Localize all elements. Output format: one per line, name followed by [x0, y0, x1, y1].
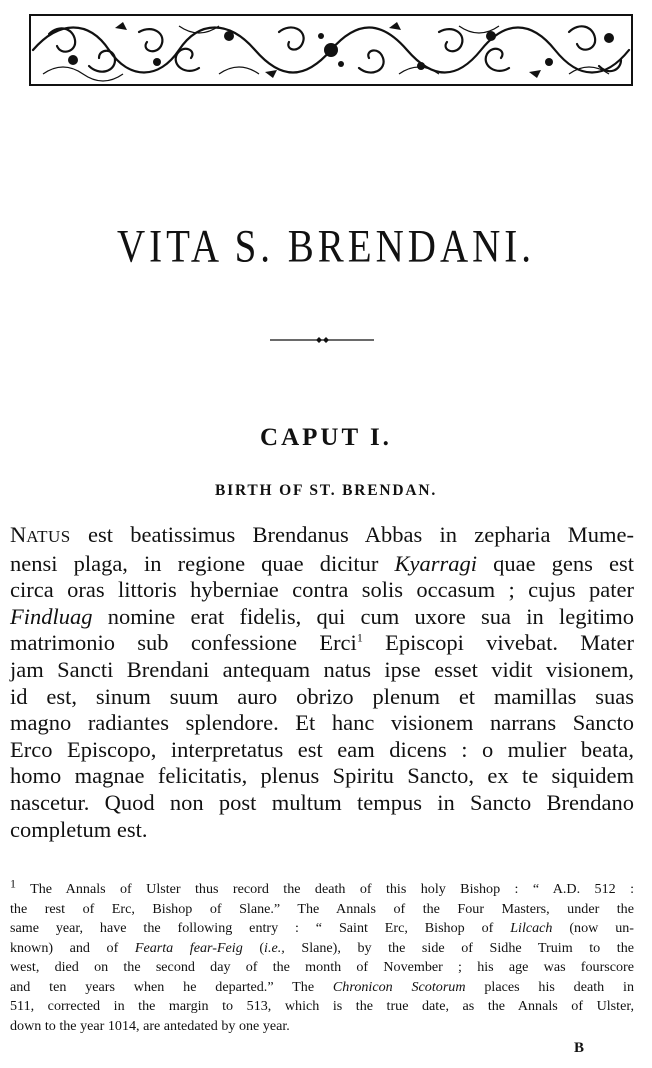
body-line: completum est. — [10, 816, 148, 842]
ornamental-headpiece — [29, 14, 633, 86]
page-title: VITA S. BRENDANI. — [116, 221, 536, 272]
body-paragraph — [10, 522, 634, 843]
footnote-line: 511, corrected in the margin to 513, which is the true date, as the Annals of Ulster, — [10, 998, 634, 1014]
chapter-subtitle: BIRTH OF ST. BRENDAN. — [215, 482, 437, 499]
ornamental-divider — [270, 336, 374, 344]
body-line: nensi plaga, in regione quae dicitur Kyarragi quae gens est — [10, 550, 634, 576]
footnote-line: same year, have the following entry : “ Saint Erc, Bishop of Lilcach (now un- — [10, 920, 634, 936]
body-line: magno radiantes splendore. Et hanc visionem narrans Sancto — [10, 710, 634, 736]
signature-mark: B — [574, 1040, 585, 1056]
body-line: matrimonio sub confessione Erci$^1$ Episcopi vivebat. Mater — [10, 630, 634, 656]
footnote-line: west, died on the second day of the month of November ; his age was fourscore — [10, 959, 634, 975]
footnote — [10, 876, 634, 1036]
body-line: jam Sancti Brendani antequam natus ipse esset vidit visionem, — [10, 656, 634, 682]
footnote-line: and ten years when he departed.” The Chronicon Scotorum places his death in — [10, 978, 634, 995]
body-line: nascetur. Quod non post multum tempus in Sancto Brendano — [10, 789, 634, 815]
body-line: circa oras littoris hyberniae contra solis occasum ; cujus pater — [10, 577, 634, 603]
footnote-reference: 1 — [356, 630, 363, 645]
footnote-line: $^1$ The Annals of Ulster thus record the death of this holy Bishop : “ A.D. 512 : — [10, 876, 634, 897]
body-line: NATUS est beatissimus Brendanus Abbas in zepharia Mume- — [10, 522, 634, 547]
chapter-heading: CAPUT I. — [260, 424, 392, 451]
footnote-line: known) and of Fearta fear-Feig (i.e., Slane), by the side of Sidhe Truim to the — [10, 939, 634, 956]
body-line: id est, sinum suum auro obrizo plenum et mamillas suas — [10, 683, 634, 709]
footnote-line: the rest of Erc, Bishop of Slane.” The Annals of the Four Masters, under the — [10, 900, 634, 917]
footnote-line: down to the year 1014, are antedated by one year. — [10, 1017, 290, 1034]
body-line: Erco Episcopo, interpretatus est eam dicens : o mulier beata, — [10, 736, 634, 762]
body-line: homo magnae felicitatis, plenus Spiritu Sancto, ex te siquidem — [10, 763, 634, 789]
body-line: Findluag nomine erat fidelis, qui cum uxore sua in legitimo — [10, 603, 634, 629]
